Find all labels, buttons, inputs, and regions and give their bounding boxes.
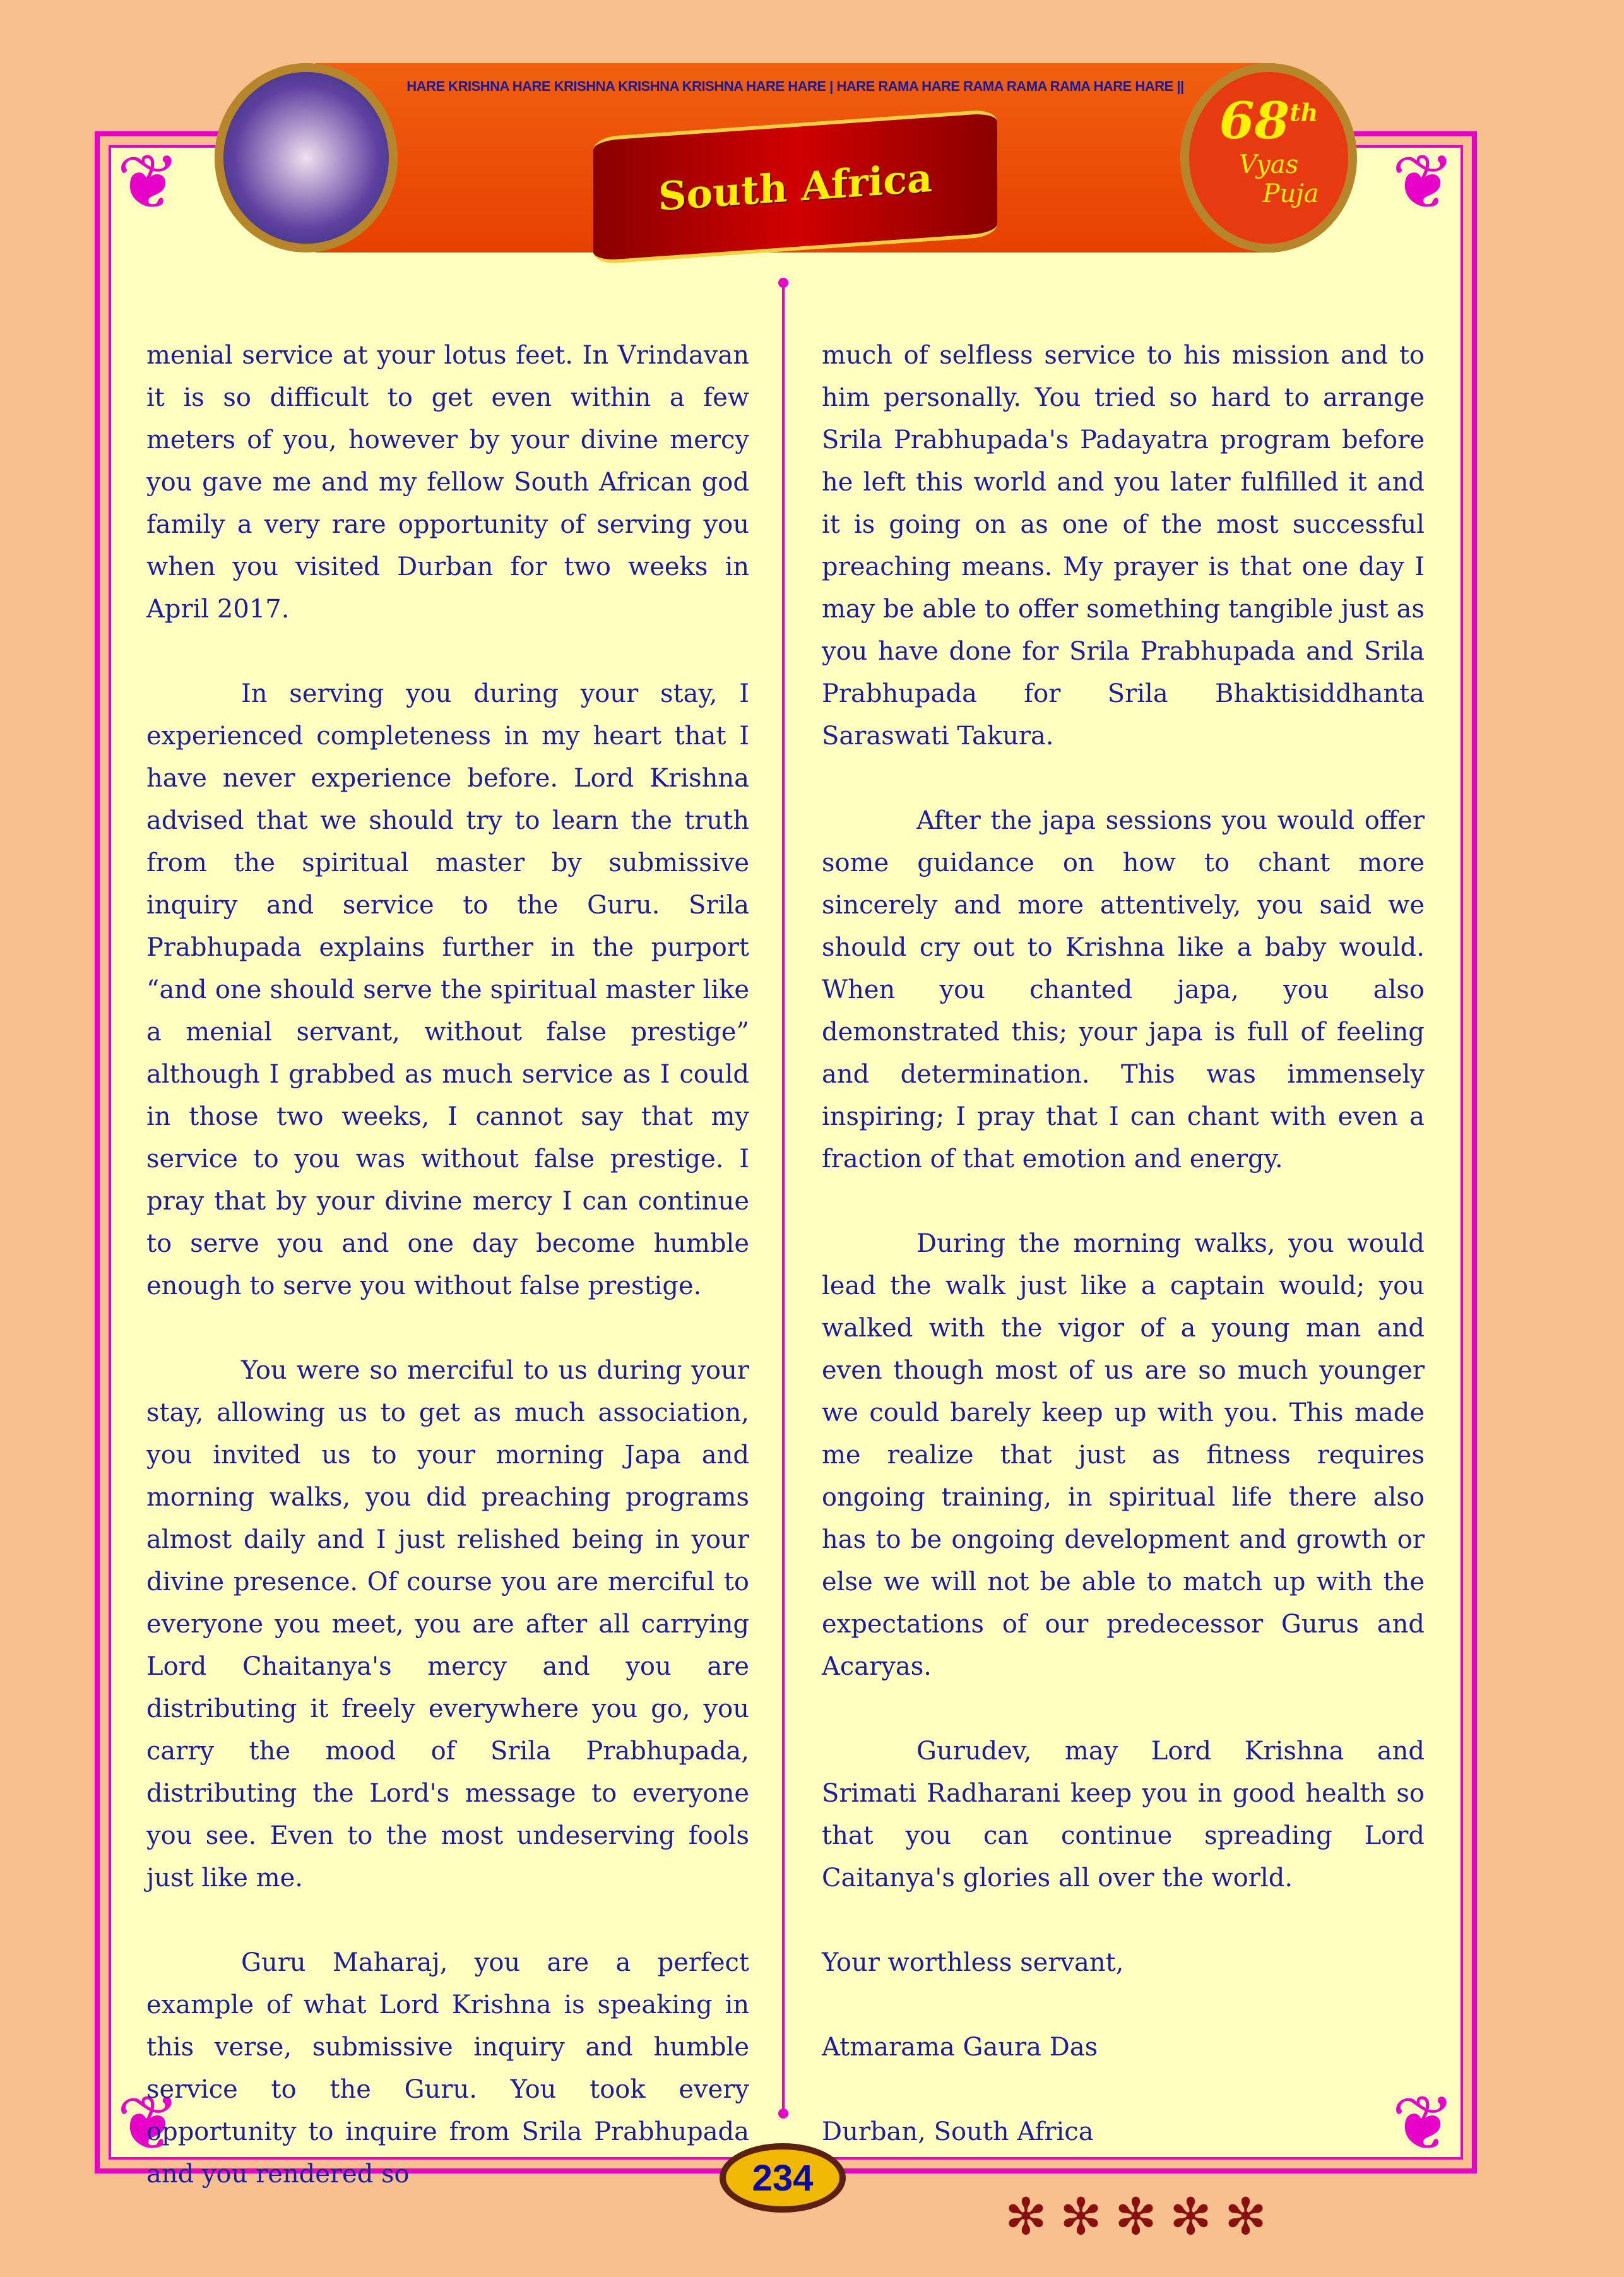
corner-ornament-icon: ❦ (1391, 139, 1455, 227)
deity-image (215, 63, 398, 253)
right-column (822, 335, 1425, 2246)
badge-suffix: th (1289, 98, 1319, 127)
paragraph: menial service at your lotus feet. In Vrindavan it is so difficult to get even within a few meters of you, however by your divine mercy you gave me and my fellow South African god family a very rare opportunity of serving you when you visited Durban for two weeks in April 2017. (146, 341, 749, 624)
title-ribbon (593, 109, 997, 265)
badge-line2: Puja (1262, 179, 1319, 208)
signature-closing: Your worthless servant, (822, 1948, 1124, 1977)
header-banner (316, 63, 1275, 253)
badge-line1: Vyas (1238, 150, 1299, 179)
column-divider (782, 283, 785, 2114)
page-number: 234 (720, 2143, 846, 2213)
vyas-puja-badge (1180, 63, 1357, 253)
paragraph: much of selfless service to his mission and to him personally. You tried so hard to arrange Srila Prabhupada's Padayatra program before he left this world and you later fulfilled it and it is going on as one of the most successful preaching means. My prayer is that one day I may be able to offer something tangible just as you have done for Srila Prabhupada and Srila Prabhupada for Srila Bhaktisiddhanta Saraswati Takura. (822, 341, 1425, 751)
corner-ornament-icon: ❦ (1391, 2080, 1455, 2168)
paragraph: In serving you during your stay, I experienced completeness in my heart that I have never experience before. Lord Krishna advised that we should try to learn the truth from the spiritual master by submissive inquiry and service to the Guru. Srila Prabhupada explains further in the purport “and one should serve the spiritual master like a menial servant, without false prestige” although I grabbed as much service as I could in those two weeks, I cannot say that my service to you was without false prestige. I pray that by your divine mercy I can continue to serve you and one day become humble enough to serve you without false prestige. (146, 679, 749, 1300)
star-ornament: ✻✻✻✻✻ (1004, 2187, 1280, 2246)
paragraph: During the morning walks, you would lead the walk just like a captain would; you walked with the vigor of a young man and even though most of us are so much younger we could barely keep up with you. This made me realize that just as fitness requires ongoing training, in spiritual life there also has to be ongoing development and growth or else we will not be able to match up with the expectations of our predecessor Gurus and Acaryas. (822, 1229, 1425, 1681)
corner-ornament-icon: ❦ (116, 139, 181, 227)
page-title: South Africa (658, 154, 933, 220)
paragraph: Guru Maharaj, you are a perfect example of what Lord Krishna is speaking in this verse, submissive inquiry and humble service to the Guru. You took every opportunity to inquire from Srila Prabhupada and you rendered so (146, 1948, 749, 2189)
mantra-text: HARE KRISHNA HARE KRISHNA KRISHNA KRISHNA HARE HARE | HARE RAMA HARE RAMA RAMA RAMA HARE HARE || (406, 78, 1184, 94)
divider-dot (778, 278, 788, 288)
divider-dot (778, 2108, 788, 2119)
signature-location: Durban, South Africa (822, 2117, 1094, 2146)
signature-name: Atmarama Gaura Das (822, 2033, 1098, 2062)
badge-number: 68 (1219, 91, 1290, 150)
left-column (146, 335, 749, 2238)
paragraph: Gurudev, may Lord Krishna and Srimati Radharani keep you in good health so that you can continue spreading Lord Caitanya's glories all over the world. (822, 1737, 1425, 1893)
corner-ornament-icon: ❦ (116, 2080, 181, 2168)
paragraph: After the japa sessions you would offer some guidance on how to chant more sincerely and more attentively, you said we should cry out to Krishna like a baby would. When you chanted japa, you also demonstrated this; your japa is full of feeling and determination. This was immensely inspiring; I pray that I can chant with even a fraction of that emotion and energy. (822, 806, 1425, 1174)
paragraph: You were so merciful to us during your stay, allowing us to get as much association, you invited us to your morning Japa and morning walks, you did preaching programs almost daily and I just relished being in your divine presence. Of course you are merciful to everyone you meet, you are after all carrying Lord Chaitanya's mercy and you are distributing it freely everywhere you go, you carry the mood of Srila Prabhupada, distributing the Lord's message to everyone you see. Even to the most undeserving fools just like me. (146, 1356, 749, 1893)
